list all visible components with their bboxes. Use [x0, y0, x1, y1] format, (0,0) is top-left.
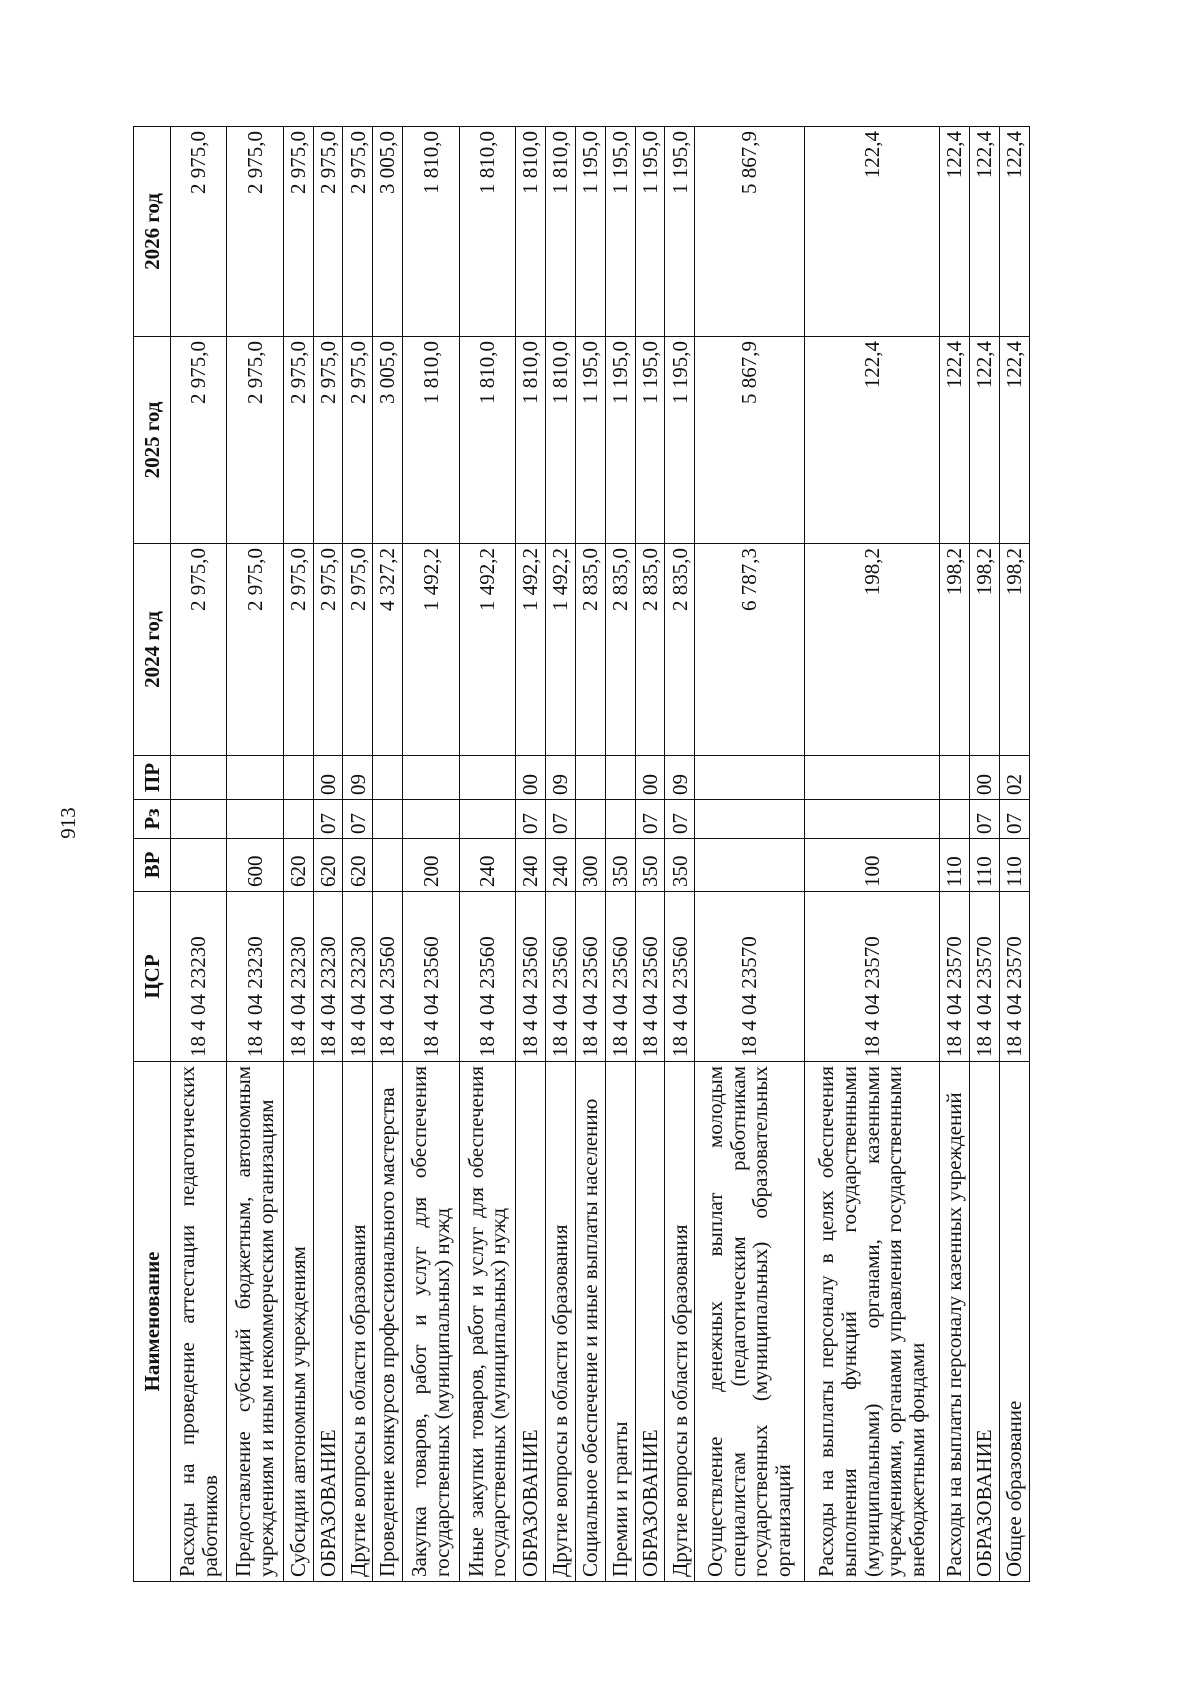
cell-name: ОБРАЗОВАНИЕ: [970, 1062, 1000, 1582]
cell-2024: 2 975,0: [227, 544, 283, 756]
cell-2024: 1 492,2: [403, 544, 459, 756]
cell-csr: 18 4 04 23230: [313, 892, 343, 1062]
table-row: [665, 127, 695, 1582]
table-row: [313, 127, 343, 1582]
cell-2026: 1 810,0: [515, 127, 545, 337]
cell-pr: [283, 756, 313, 800]
cell-csr: 18 4 04 23570: [804, 892, 940, 1062]
cell-pr: 09: [343, 756, 373, 800]
table-row: [343, 127, 373, 1582]
cell-name: Иные закупки товаров, работ и услуг для обеспечения государственных (муниципальных) нужд: [459, 1062, 515, 1582]
cell-rz: [171, 800, 227, 839]
cell-2026: 122,4: [940, 127, 970, 337]
table-row: [283, 127, 313, 1582]
cell-vr: [695, 839, 804, 892]
cell-2026: 122,4: [804, 127, 940, 337]
cell-2026: 2 975,0: [343, 127, 373, 337]
cell-pr: 09: [665, 756, 695, 800]
cell-2026: 1 195,0: [635, 127, 665, 337]
cell-name: Расходы на выплаты персоналу казенных учреждений: [940, 1062, 970, 1582]
cell-csr: 18 4 04 23570: [940, 892, 970, 1062]
cell-rz: [283, 800, 313, 839]
header-csr: ЦСР: [134, 892, 171, 1062]
cell-csr: 18 4 04 23560: [605, 892, 635, 1062]
table-row: [227, 127, 283, 1582]
cell-name: Проведение конкурсов профессионального мастерства: [373, 1062, 403, 1582]
cell-vr: 110: [999, 839, 1029, 892]
cell-2026: 122,4: [999, 127, 1029, 337]
cell-rz: 07: [313, 800, 343, 839]
cell-pr: 09: [545, 756, 575, 800]
cell-2024: 1 492,2: [545, 544, 575, 756]
cell-2025: 2 975,0: [313, 337, 343, 544]
cell-csr: 18 4 04 23570: [695, 892, 804, 1062]
page-number: 913: [56, 807, 80, 839]
cell-2024: 198,2: [999, 544, 1029, 756]
cell-2026: 1 195,0: [665, 127, 695, 337]
cell-2025: 1 810,0: [459, 337, 515, 544]
cell-rz: 07: [343, 800, 373, 839]
cell-rz: [605, 800, 635, 839]
cell-rz: [373, 800, 403, 839]
cell-pr: [373, 756, 403, 800]
table-row: [403, 127, 459, 1582]
cell-2024: 198,2: [970, 544, 1000, 756]
table-body: [171, 127, 1030, 1582]
cell-2025: 1 810,0: [545, 337, 575, 544]
cell-2024: 1 492,2: [459, 544, 515, 756]
cell-csr: 18 4 04 23560: [515, 892, 545, 1062]
cell-vr: 110: [970, 839, 1000, 892]
cell-2026: 2 975,0: [313, 127, 343, 337]
budget-table: [133, 126, 1030, 1582]
cell-pr: [171, 756, 227, 800]
table-row: [545, 127, 575, 1582]
cell-name: Другие вопросы в области образования: [343, 1062, 373, 1582]
cell-2026: 1 810,0: [459, 127, 515, 337]
cell-2025: 2 975,0: [283, 337, 313, 544]
cell-2026: 3 005,0: [373, 127, 403, 337]
cell-vr: 350: [665, 839, 695, 892]
cell-2025: 2 975,0: [343, 337, 373, 544]
cell-vr: 620: [313, 839, 343, 892]
cell-name: Социальное обеспечение и иные выплаты населению: [575, 1062, 605, 1582]
cell-name: Субсидии автономным учреждениям: [283, 1062, 313, 1582]
cell-2024: 2 975,0: [283, 544, 313, 756]
cell-pr: [575, 756, 605, 800]
cell-rz: [940, 800, 970, 839]
cell-csr: 18 4 04 23230: [227, 892, 283, 1062]
table-row: [999, 127, 1029, 1582]
table-header-row: [134, 127, 171, 1582]
table-row: [459, 127, 515, 1582]
cell-2026: 1 810,0: [545, 127, 575, 337]
cell-vr: 600: [227, 839, 283, 892]
cell-vr: 200: [403, 839, 459, 892]
cell-2026: 5 867,9: [695, 127, 804, 337]
cell-rz: [403, 800, 459, 839]
header-year-2024: 2024 год: [134, 544, 171, 756]
cell-vr: 240: [459, 839, 515, 892]
cell-vr: 620: [343, 839, 373, 892]
cell-2026: 2 975,0: [171, 127, 227, 337]
cell-pr: [605, 756, 635, 800]
cell-rz: 07: [635, 800, 665, 839]
cell-csr: 18 4 04 23230: [171, 892, 227, 1062]
cell-2024: 2 835,0: [635, 544, 665, 756]
cell-pr: 00: [515, 756, 545, 800]
cell-2024: 2 835,0: [665, 544, 695, 756]
cell-csr: 18 4 04 23230: [343, 892, 373, 1062]
table-row: [695, 127, 804, 1582]
header-year-2026: 2026 год: [134, 127, 171, 337]
cell-vr: 240: [515, 839, 545, 892]
cell-2024: 198,2: [940, 544, 970, 756]
cell-2025: 1 810,0: [403, 337, 459, 544]
cell-pr: [695, 756, 804, 800]
cell-2024: 6 787,3: [695, 544, 804, 756]
cell-csr: 18 4 04 23560: [545, 892, 575, 1062]
cell-name: Закупка товаров, работ и услуг для обеспечения государственных (муниципальных) нужд: [403, 1062, 459, 1582]
cell-2024: 2 835,0: [575, 544, 605, 756]
cell-vr: 350: [635, 839, 665, 892]
cell-2025: 5 867,9: [695, 337, 804, 544]
cell-rz: [695, 800, 804, 839]
cell-name: Другие вопросы в области образования: [665, 1062, 695, 1582]
cell-pr: 00: [635, 756, 665, 800]
cell-2026: 1 195,0: [575, 127, 605, 337]
cell-rz: [227, 800, 283, 839]
cell-csr: 18 4 04 23230: [283, 892, 313, 1062]
cell-2026: 2 975,0: [283, 127, 313, 337]
cell-rz: [575, 800, 605, 839]
cell-name: Другие вопросы в области образования: [545, 1062, 575, 1582]
cell-pr: [403, 756, 459, 800]
cell-pr: [804, 756, 940, 800]
header-year-2025: 2025 год: [134, 337, 171, 544]
cell-name: ОБРАЗОВАНИЕ: [515, 1062, 545, 1582]
cell-vr: [171, 839, 227, 892]
cell-2024: 2 835,0: [605, 544, 635, 756]
cell-2025: 122,4: [999, 337, 1029, 544]
cell-vr: 110: [940, 839, 970, 892]
header-pr: ПР: [134, 756, 171, 800]
cell-rz: 07: [665, 800, 695, 839]
cell-2025: 1 195,0: [605, 337, 635, 544]
cell-name: Предоставление субсидий бюджетным, автономным учреждениям и иным некоммерческим организациям: [227, 1062, 283, 1582]
budget-table-container: [133, 127, 1030, 1582]
cell-csr: 18 4 04 23560: [459, 892, 515, 1062]
cell-pr: 02: [999, 756, 1029, 800]
cell-rz: 07: [999, 800, 1029, 839]
table-row: [970, 127, 1000, 1582]
cell-pr: [227, 756, 283, 800]
cell-name: ОБРАЗОВАНИЕ: [635, 1062, 665, 1582]
cell-pr: [940, 756, 970, 800]
table-row: [373, 127, 403, 1582]
header-name: Наименование: [134, 1062, 171, 1582]
cell-2026: 1 810,0: [403, 127, 459, 337]
cell-name: Расходы на выплаты персоналу в целях обеспечения выполнения функций государственными (муниципальными) органами, казенными учреждениями, органами управления государственными внебюджетными фондами: [804, 1062, 940, 1582]
table-row: [635, 127, 665, 1582]
header-rz: Рз: [134, 800, 171, 839]
table-row: [171, 127, 227, 1582]
table-row: [575, 127, 605, 1582]
cell-rz: 07: [970, 800, 1000, 839]
cell-2024: 2 975,0: [343, 544, 373, 756]
cell-2024: 4 327,2: [373, 544, 403, 756]
table-row: [804, 127, 940, 1582]
cell-2024: 2 975,0: [171, 544, 227, 756]
cell-csr: 18 4 04 23570: [999, 892, 1029, 1062]
cell-pr: 00: [970, 756, 1000, 800]
cell-2024: 2 975,0: [313, 544, 343, 756]
cell-rz: 07: [545, 800, 575, 839]
cell-rz: [804, 800, 940, 839]
cell-2025: 1 195,0: [635, 337, 665, 544]
cell-2024: 1 492,2: [515, 544, 545, 756]
cell-2025: 1 195,0: [575, 337, 605, 544]
cell-2026: 1 195,0: [605, 127, 635, 337]
cell-vr: [373, 839, 403, 892]
cell-vr: 100: [804, 839, 940, 892]
cell-csr: 18 4 04 23560: [403, 892, 459, 1062]
cell-csr: 18 4 04 23560: [665, 892, 695, 1062]
cell-2025: 1 810,0: [515, 337, 545, 544]
cell-vr: 300: [575, 839, 605, 892]
cell-name: Общее образование: [999, 1062, 1029, 1582]
header-vr: ВР: [134, 839, 171, 892]
cell-2025: 2 975,0: [171, 337, 227, 544]
cell-name: Премии и гранты: [605, 1062, 635, 1582]
table-row: [515, 127, 545, 1582]
cell-csr: 18 4 04 23560: [575, 892, 605, 1062]
cell-name: Расходы на проведение аттестации педагогических работников: [171, 1062, 227, 1582]
cell-2025: 122,4: [804, 337, 940, 544]
cell-name: ОБРАЗОВАНИЕ: [313, 1062, 343, 1582]
cell-name: Осуществление денежных выплат молодым специалистам (педагогическим работникам государственных (муниципальных) образовательных организаций: [695, 1062, 804, 1582]
cell-vr: 240: [545, 839, 575, 892]
cell-csr: 18 4 04 23570: [970, 892, 1000, 1062]
cell-csr: 18 4 04 23560: [373, 892, 403, 1062]
cell-2025: 122,4: [970, 337, 1000, 544]
table-row: [605, 127, 635, 1582]
cell-vr: 350: [605, 839, 635, 892]
cell-pr: [459, 756, 515, 800]
cell-2025: 122,4: [940, 337, 970, 544]
cell-rz: [459, 800, 515, 839]
cell-vr: 620: [283, 839, 313, 892]
table-row: [940, 127, 970, 1582]
cell-pr: 00: [313, 756, 343, 800]
cell-2024: 198,2: [804, 544, 940, 756]
cell-2025: 2 975,0: [227, 337, 283, 544]
cell-2026: 2 975,0: [227, 127, 283, 337]
cell-csr: 18 4 04 23560: [635, 892, 665, 1062]
cell-2025: 1 195,0: [665, 337, 695, 544]
cell-2025: 3 005,0: [373, 337, 403, 544]
cell-2026: 122,4: [970, 127, 1000, 337]
cell-rz: 07: [515, 800, 545, 839]
